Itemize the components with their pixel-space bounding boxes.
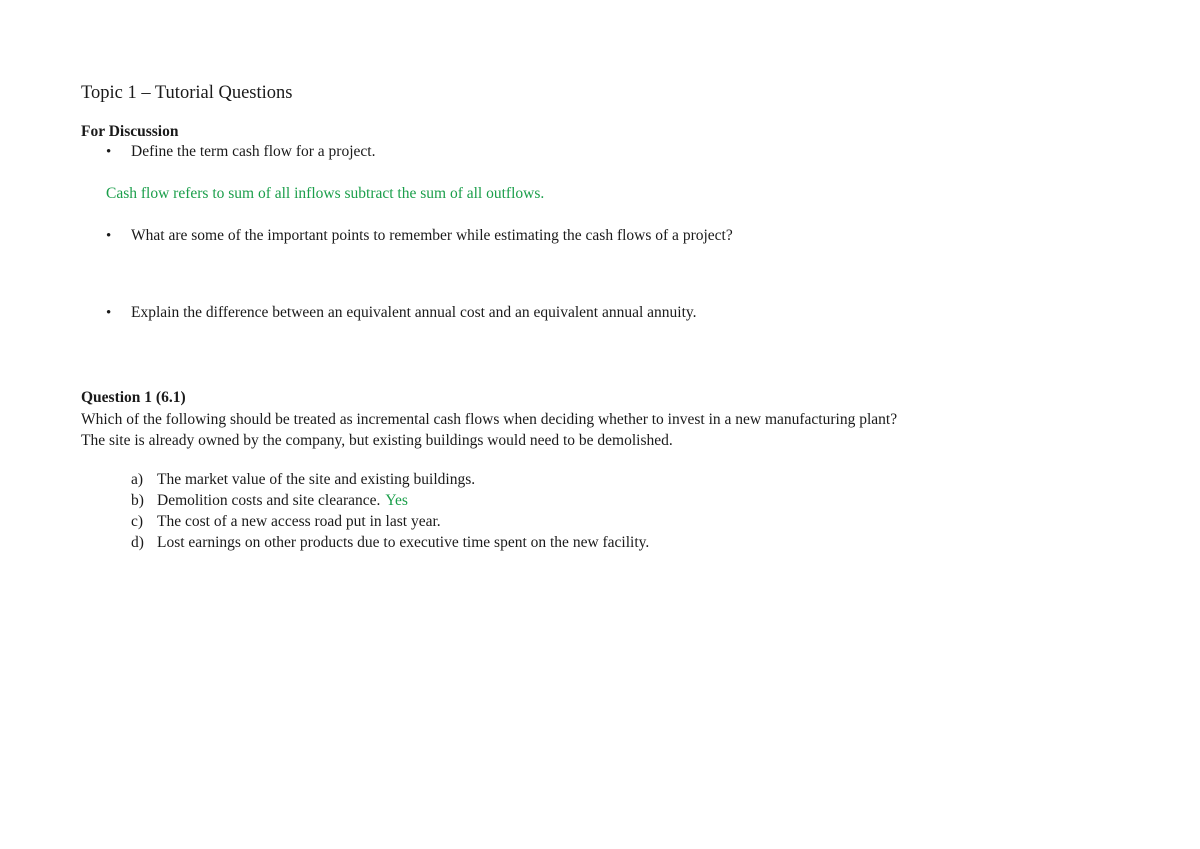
bullet-icon: • [106,144,112,160]
discussion-item-2 [106,227,733,245]
discussion-item-3 [106,304,697,322]
question-1-body-line-1: Which of the following should be treated as incremental cash flows when deciding whether to invest in a new manufacturing plant? [81,411,898,428]
option-marker: c) [131,513,144,530]
option-text: Lost earnings on other products due to executive time spent on the new facility. [157,534,650,551]
discussion-item-text: What are some of the important points to remember while estimating the cash flows of a project? [131,227,733,244]
option-text: The market value of the site and existing buildings. [157,471,476,488]
discussion-heading: For Discussion [81,123,179,140]
option-a [131,471,475,489]
page-title: Topic 1 – Tutorial Questions [81,83,293,103]
option-d [131,534,649,552]
option-b [131,492,408,510]
option-marker: d) [131,534,144,551]
discussion-item-1 [106,143,375,161]
option-marker: b) [131,492,144,509]
option-answer: Yes [385,492,408,509]
option-marker: a) [131,471,144,488]
bullet-icon: • [106,305,112,321]
question-1-body-line-2: The site is already owned by the company, but existing buildings would need to be demolished. [81,432,673,449]
question-1-heading: Question 1 (6.1) [81,389,186,406]
discussion-answer-1: Cash flow refers to sum of all inflows subtract the sum of all outflows. [106,185,545,202]
option-text: Demolition costs and site clearance. [157,492,381,509]
bullet-icon: • [106,228,112,244]
option-text: The cost of a new access road put in last year. [157,513,441,530]
option-c [131,513,441,531]
discussion-item-text: Define the term cash flow for a project. [131,143,376,160]
discussion-item-text: Explain the difference between an equivalent annual cost and an equivalent annual annuity. [131,304,697,321]
